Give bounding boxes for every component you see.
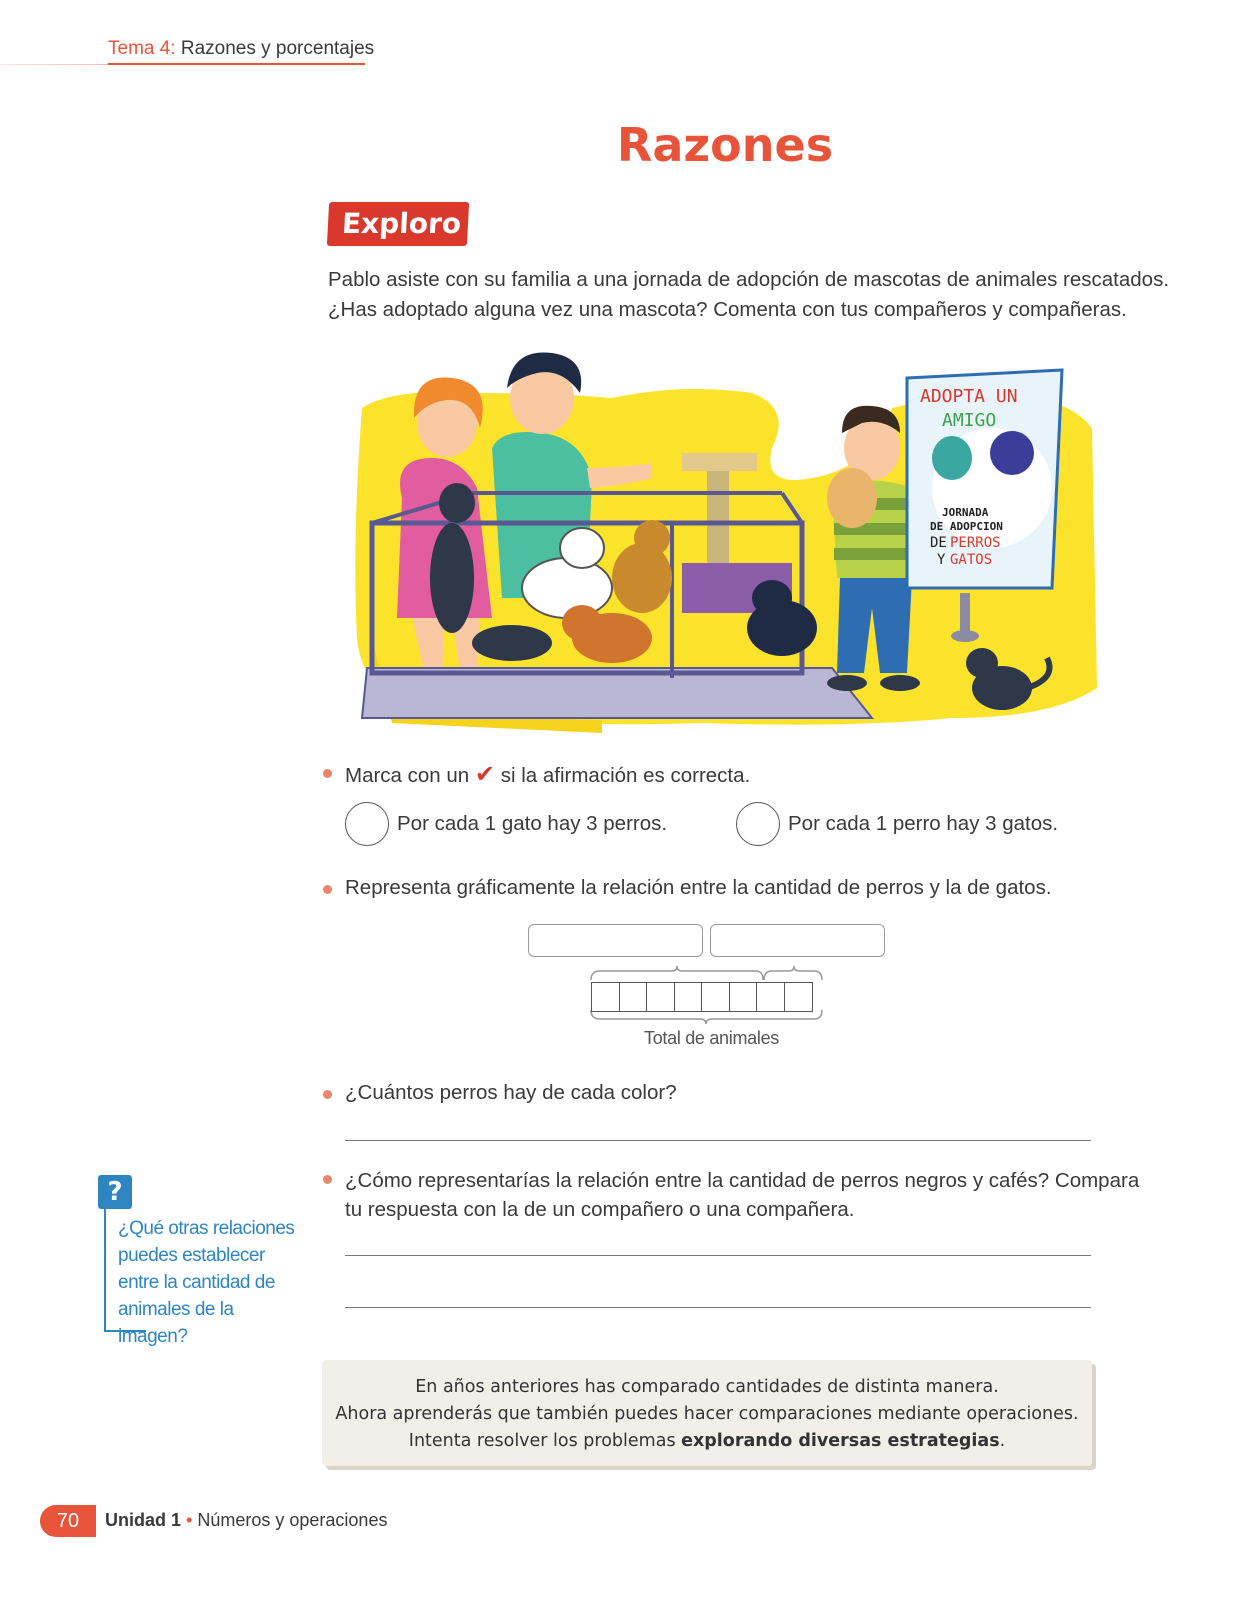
bar-cell[interactable] [619,982,648,1012]
intro-text [328,265,1170,325]
question-2-text: Representa gráficamente la relación entre la cantidad de perros y la de gatos. [345,876,1052,899]
info-line-3-before: Intenta resolver los problemas [408,1431,682,1451]
side-note-line: puedes establecer [118,1245,265,1266]
question-2 [345,876,1052,900]
side-note-line: ¿Qué otras relaciones [118,1218,295,1239]
topic-number: Tema 4: [108,38,176,59]
unit-label: Unidad 1 [105,1510,182,1530]
question-4-line-1: ¿Cómo representarías la relación entre la cantidad de perros negros y cafés? Compara [345,1169,1140,1192]
answer-line[interactable] [345,1255,1091,1256]
bar-cell[interactable] [729,982,758,1012]
poster-line-2: AMIGO [942,410,997,431]
info-line-2: Ahora aprenderás que también puedes hacer comparaciones mediante operaciones. [335,1404,1079,1424]
bullet-dot [323,769,332,778]
adoption-illustration [352,338,1112,738]
topic-title: Razones y porcentajes [180,38,375,59]
question-mark-icon: ? [98,1175,132,1209]
side-note-text [118,1215,298,1350]
bar-cell[interactable] [591,982,620,1012]
cats-label-box[interactable] [710,924,885,957]
info-line-3-after: . [999,1431,1006,1451]
bar-cell[interactable] [674,982,703,1012]
info-line-1: En años anteriores has comparado cantidades de distinta manera. [415,1377,999,1397]
footer-unit [105,1510,387,1531]
page-title: Razones [616,118,834,172]
poster-line-5a: DE [930,535,947,551]
poster-line-5b: PERROS [950,535,1001,551]
question-1-text-after: si la afirmación es correcta. [500,764,751,787]
header-underline [108,63,365,65]
question-3 [345,1081,677,1105]
dogs-label-box[interactable] [528,924,703,957]
option-a-label: Por cada 1 gato hay 3 perros. [397,812,668,835]
question-1-text-before: Marca con un [345,764,470,787]
info-box [322,1360,1092,1466]
poster-line-1: ADOPTA UN [920,386,1018,407]
bar-cell[interactable] [784,982,813,1012]
question-1 [345,760,750,789]
page-number: 70 [40,1505,96,1537]
total-label: Total de animales [644,1028,779,1048]
poster-line-3: JORNADA [942,506,989,519]
section-tag: Exploro [327,202,469,246]
topic-header [108,38,374,60]
side-note-border [104,1208,106,1332]
info-line-3-bold: explorando diversas estrategias [681,1431,1000,1451]
footer-separator: • [186,1510,193,1530]
question-4 [345,1166,1139,1224]
bullet-dot [323,1175,332,1184]
intro-line-1: Pablo asiste con su familia a una jornada de adopción de mascotas de animales rescatados. [328,268,1170,291]
side-note-line: animales de la imagen? [118,1299,234,1347]
bar-cell[interactable] [646,982,675,1012]
option-b-label: Por cada 1 perro hay 3 gatos. [788,812,1059,835]
question-3-text: ¿Cuántos perros hay de cada color? [345,1081,677,1104]
option-b-checkbox[interactable] [736,802,780,846]
bar-cell[interactable] [756,982,785,1012]
check-icon: ✔ [474,761,496,788]
question-4-line-2: tu respuesta con la de un compañero o una compañera. [345,1198,855,1221]
side-note-line: entre la cantidad de [118,1272,275,1293]
info-line-3 [322,1428,1092,1455]
intro-line-2: ¿Has adoptado alguna vez una mascota? Comenta con tus compañeros y compañeras. [328,298,1127,321]
answer-line[interactable] [345,1140,1091,1141]
option-a-checkbox[interactable] [345,802,389,846]
poster-line-6b: GATOS [950,552,993,568]
poster-line-4: DE ADOPCION [930,520,1003,533]
bar-model [591,982,811,1012]
unit-title: Números y operaciones [197,1510,388,1530]
answer-line[interactable] [345,1307,1091,1308]
poster-line-6a: Y [937,552,946,568]
bullet-dot [323,885,332,894]
bar-cell[interactable] [701,982,730,1012]
bullet-dot [323,1090,332,1099]
